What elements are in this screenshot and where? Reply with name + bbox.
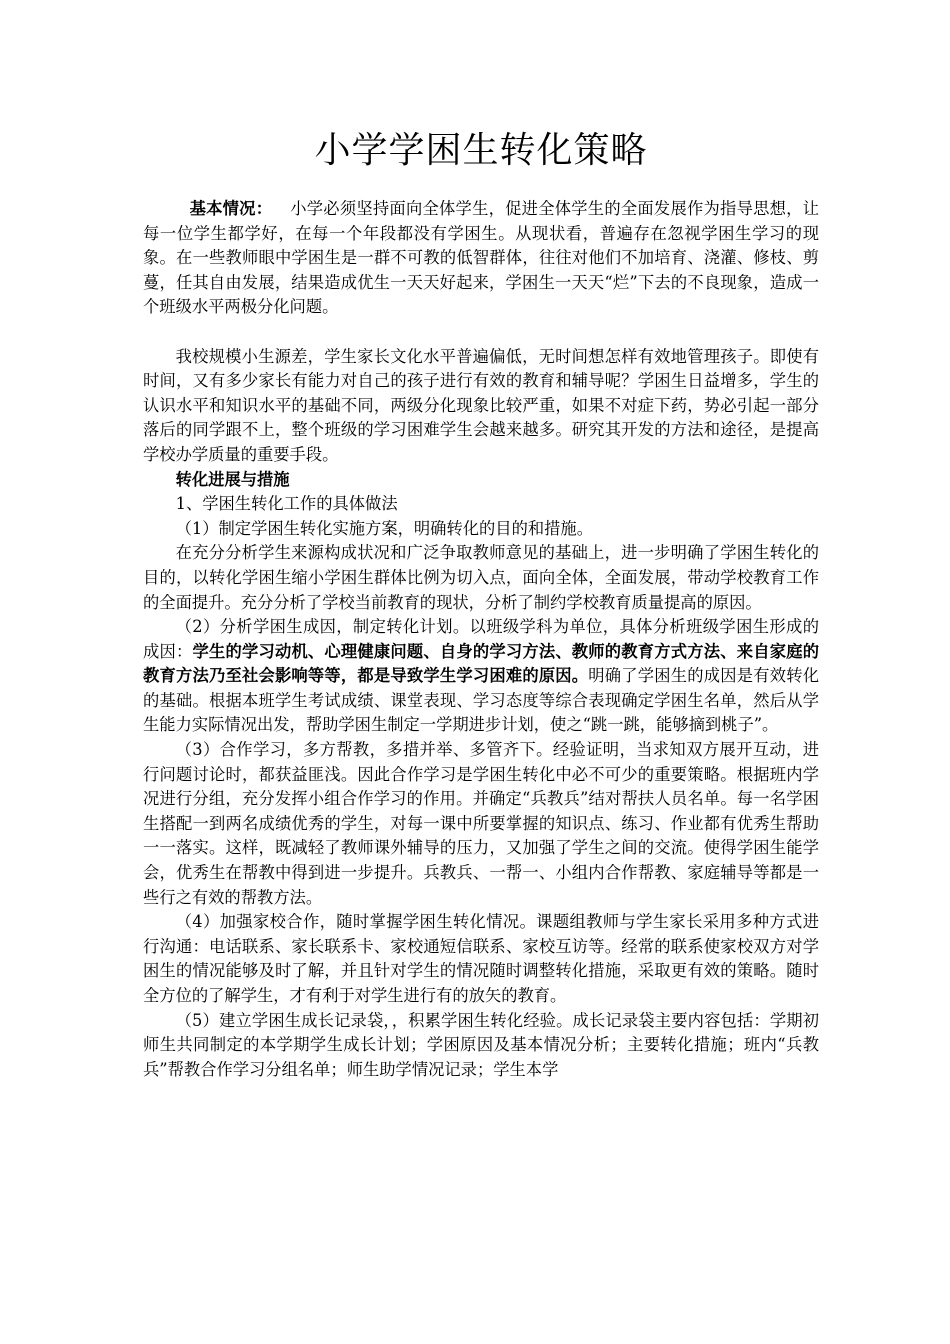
item1-title: （1）制定学困生转化实施方案，明确转化的目的和措施。	[175, 518, 593, 538]
item2-paragraph	[143, 615, 819, 738]
item1-paragraph: 在充分分析学生来源构成状况和广泛争取教师意见的基础上，进一步明确了学困生转化的目的，以转化学困生缩小学困生群体比例为切入点，面向全体，全面发展，带动学校教育工作的全面提升。充分分析了学校当前教育的现状，分析了制约学校教育质量提高的原因。	[143, 543, 819, 612]
intro-paragraph	[143, 197, 819, 320]
sub-heading: 1、学困生转化工作的具体做法	[175, 494, 398, 514]
item3-paragraph: （3）合作学习，多方帮教，多措并举、多管齐下。经验证明，当求知双方展开互动，进行问题讨论时，都获益匪浅。因此合作学习是学困生转化中必不可少的重要策略。根据班内学况进行分组，充分发挥小组合作学习的作用。并确定“兵教兵”结对帮扶人员名单。每一名学困生搭配一到两名成绩优秀的学生，对每一课中所要掌握的知识点、练习、作业都有优秀生帮助一一落实。这样，既减轻了教师课外辅导的压力，又加强了学生之间的交流。使得学困生能学会，优秀生在帮教中得到进一步提升。兵教兵、一帮一、小组内合作帮教、家庭辅导等都是一些行之有效的帮教方法。	[143, 740, 819, 907]
intro-label: 基本情况：	[189, 199, 273, 218]
item2-start: （2）分析学困生成因，制定转化计划。以班级学科为单位，具体分析班级学困生形成的成因：	[143, 617, 819, 661]
item4-paragraph: （4）加强家校合作，随时掌握学困生转化情况。课题组教师与学生家长采用多种方式进行沟通：电话联系、家长联系卡、家校通短信联系、家校互访等。经常的联系使家校双方对学困生的情况能够及时了解，并且针对学生的情况随时调整转化措施，采取更有效的策略。随时全方位的了解学生，才有利于对学生进行有的放矢的教育。	[143, 912, 819, 1005]
item5-paragraph: （5）建立学困生成长记录袋，，积累学困生转化经验。成长记录袋主要内容包括：学期初师生共同制定的本学期学生成长计划；学困原因及基本情况分析；主要转化措施；班内“兵教兵”帮教合作学习分组名单；师生助学情况记录；学生本学	[143, 1010, 819, 1079]
school-paragraph: 我校规模小生源差，学生家长文化水平普遍偏低，无时间想怎样有效地管理孩子。即使有时间，又有多少家长有能力对自己的孩子进行有效的教育和辅导呢？学困生日益增多，学生的认识水平和知识水平的基础不同，两级分化现象比较严重，如果不对症下药，势必引起一部分落后的同学跟不上，整个班级的学习困难学生会越来越多。研究其开发的方法和途径，是提高学校办学质量的重要手段。	[143, 346, 819, 464]
document-title: 小学学困生转化策略	[314, 130, 648, 171]
section-heading: 转化进展与措施	[175, 469, 290, 489]
document-body	[143, 197, 819, 1082]
item2-bold: 学生的学习动机、心理健康问题、自身的学习方法、教师的教育方式方法、来自家庭的教育方法乃至社会影响等等，都是导致学生学习困难的原因。	[143, 641, 819, 686]
item2-end: 明确了学困生的成因是有效转化的基础。根据本班学生考试成绩、课堂表现、学习态度等综合表现确定学困生名单，然后从学生能力实际情况出发，帮助学困生制定一学期进步计划，使之“跳一跳，能够摘到桃子”。	[143, 666, 819, 735]
intro-text: 小学必须坚持面向全体学生，促进全体学生的全面发展作为指导思想，让每一位学生都学好，在每一个年段都没有学困生。从现状看，普遍存在忽视学困生学习的现象。在一些教师眼中学困生是一群不可教的低智群体，往往对他们不加培育、浇灌、修枝、剪蔓，任其自由发展，结果造成优生一天天好起来，学困生一天天“烂”下去的不良现象，造成一个班级水平两极分化问题。	[143, 199, 819, 317]
